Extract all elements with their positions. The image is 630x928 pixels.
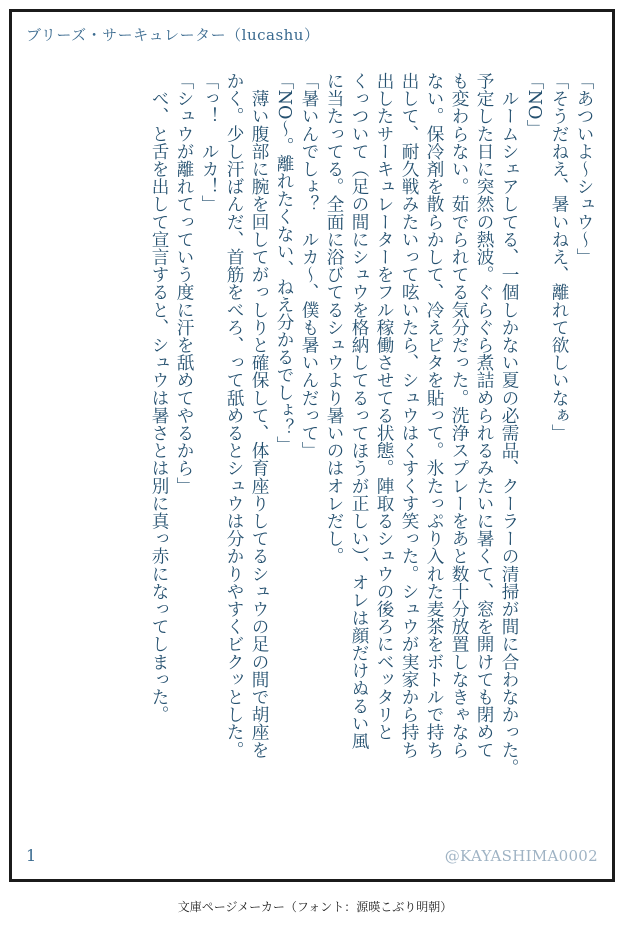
book-page — [9, 9, 615, 882]
story-title: ブリーズ・サーキュレーター（lucashu） — [26, 26, 320, 44]
body-line: 出して、耐久戦みたいって呟いたら、シュウはくすくす笑った。シュウが実家から持ち — [399, 72, 419, 759]
body-line: 「っ！ ルカ！」 — [199, 72, 219, 213]
body-line: も変わらない。茹でられてる気分だった。洗浄スプレーをあと数十分放置しなきゃなら — [449, 72, 469, 759]
body-line: 「シュウが離れてっていう度に汗を舐めてやるから」 — [174, 72, 194, 495]
body-line: 「暑いんでしょ？ ルカ〜、僕も暑いんだって」 — [299, 72, 319, 460]
body-line: 「あついよ〜シュウ〜」 — [574, 72, 594, 266]
body-line: 予定した日に突然の熱波。ぐらぐら煮詰められるみたいに暑くて、窓を開けても閉めて — [474, 72, 494, 759]
body-line: ルームシェアしてる、一個しかない夏の必需品、クーラーの清掃が間に合わなかった。 — [499, 72, 519, 776]
generator-caption: 文庫ページメーカー（フォント：源暎こぶり明朝） — [177, 900, 453, 914]
story-body — [146, 72, 596, 852]
body-line: かく。少し汗ばんだ、首筋をべろ、って舐めるとシュウは分かりやすくビクッとした。 — [224, 72, 244, 759]
body-line: に当たってる。全面に浴びてるシュウより暑いのはオレだし。 — [324, 72, 344, 565]
author-credit: @KAYASHIMA0002 — [444, 847, 598, 865]
body-line: 「そうだねえ、暑いねえ、離れて欲しいなぁ」 — [549, 72, 569, 442]
body-line: べ、と舌を出して宣言すると、シュウは暑さとは別に真っ赤になってしまった。 — [149, 72, 169, 724]
body-line: ない。保冷剤を散らかして、冷えピタを貼って。氷たっぷり入れた麦茶をボトルで持ち — [424, 72, 444, 759]
body-line: くっついて（足の間にシュウを格納してるってほうが正しい）、オレは顔だけぬるい風 — [349, 72, 369, 750]
page-number: 1 — [26, 846, 37, 865]
body-line: 「NO」 — [524, 72, 544, 138]
body-line: 薄い腹部に腕を回してがっしりと確保して、体育座りしてるシュウの足の間で胡座を — [249, 72, 269, 759]
body-line: 「NO〜。離れたくない、ねえ分かるでしょ？」 — [274, 72, 294, 454]
body-line: 出したサーキュレーターをフル稼働させてる状態。陣取るシュウの後ろにベッタリと — [374, 72, 394, 741]
